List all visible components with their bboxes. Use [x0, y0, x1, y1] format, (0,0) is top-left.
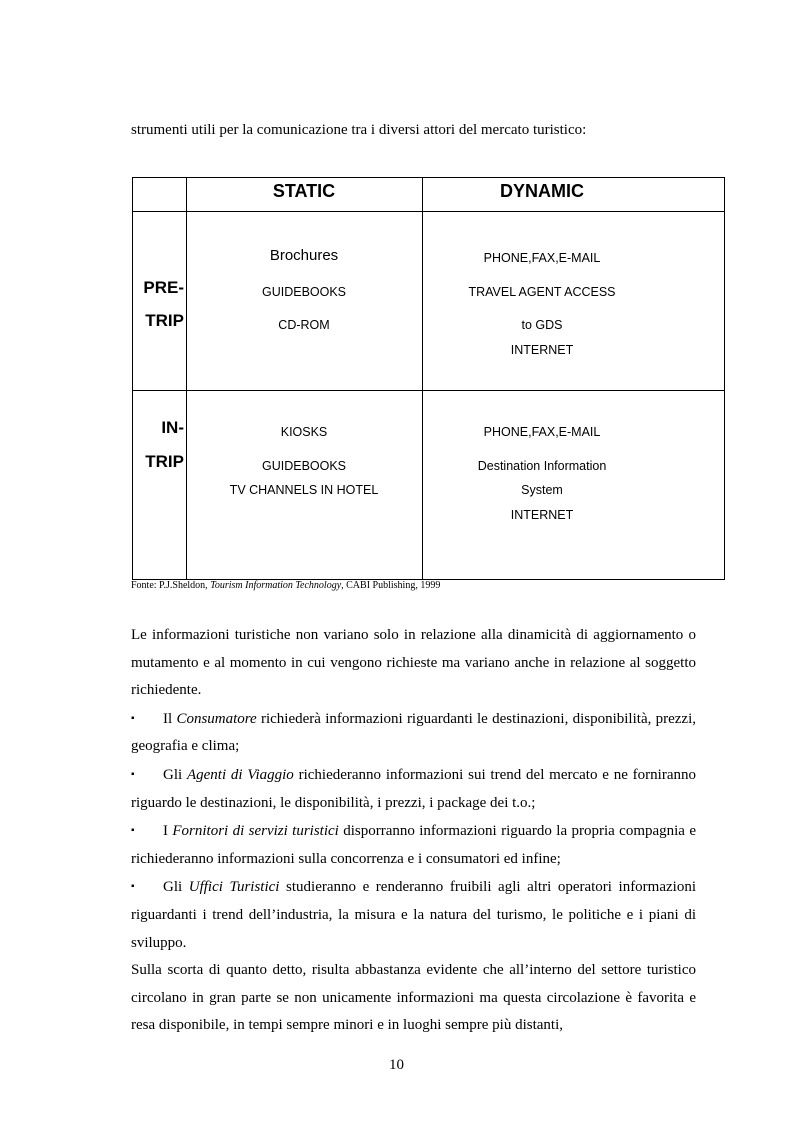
list-item	[131, 817, 696, 873]
source-title: Tourism Information Technology	[210, 580, 342, 591]
intro-sentence: strumenti utili per la comunicazione tra i diversi attori del mercato turistico:	[131, 122, 587, 138]
cell-in-dynamic-phone: PHONE,FAX,E-MAIL	[483, 425, 601, 439]
bullet-icon: ▪	[131, 881, 135, 893]
page-number: 10	[389, 1057, 404, 1073]
header-dynamic: DYNAMIC	[500, 181, 584, 201]
cell-in-static-kiosks: KIOSKS	[280, 425, 328, 439]
source-prefix: Fonte: P.J.Sheldon,	[131, 580, 211, 591]
bullet-pre: I	[163, 823, 173, 840]
cell-pre-static-cdrom: CD-ROM	[278, 318, 330, 332]
row-label-pre-trip-2: TRIP	[145, 311, 184, 330]
table-source-note	[131, 580, 440, 591]
list-item	[131, 761, 696, 817]
bullet-post: studieranno e renderanno fruibili agli altri operatori informazioni riguardanti i trend dell’industria, la misura e la natura del turismo, le politiche e i piani di sviluppo.	[131, 879, 697, 951]
table-divider-header	[132, 211, 725, 212]
cell-in-static-guidebooks: GUIDEBOOKS	[261, 459, 347, 473]
table-divider-static-col	[422, 177, 423, 580]
cell-pre-dynamic-gds: to GDS	[521, 318, 563, 332]
row-label-pre-trip-1: PRE-	[143, 278, 184, 297]
list-item	[131, 705, 696, 761]
paragraph-2: Sulla scorta di quanto detto, risulta abbastanza evidente che all’interno del settore turistico circolano in gran parte se non unicamente informazioni ma questa circolazione è favorita e resa disponibile, in tempi sempre minori e in luoghi sempre più distanti,	[131, 962, 696, 1034]
bullet-post: richiederà informazioni riguardanti le destinazioni, disponibilità, prezzi, geografia e clima;	[131, 710, 696, 755]
cell-in-dynamic-destination: Destination Information	[477, 459, 607, 473]
header-static: STATIC	[272, 181, 336, 201]
bullet-icon: ▪	[131, 712, 135, 724]
bullet-emphasis: Uffici Turistici	[188, 879, 280, 896]
bullet-post: richiederanno informazioni sui trend del mercato e ne forniranno riguardo le destinazioni, le disponibilità, i prezzi, i package dei t.o.;	[131, 766, 696, 811]
bullet-emphasis: Agenti di Viaggio	[186, 766, 294, 783]
cell-pre-static-brochures: Brochures	[269, 247, 339, 264]
paragraph-1: Le informazioni turistiche non variano solo in relazione alla dinamicità di aggiornamento o mutamento e al momento in cui vengono richieste ma variano anche in relazione al soggetto richiedente.	[131, 627, 696, 699]
table-border-left	[132, 177, 133, 580]
body-text	[131, 622, 696, 1040]
bullet-icon: ▪	[131, 768, 135, 780]
cell-pre-dynamic-agent: TRAVEL AGENT ACCESS	[468, 285, 616, 299]
bullet-emphasis: Fornitori di servizi turistici	[172, 823, 339, 840]
row-label-in-trip-2: TRIP	[145, 452, 184, 471]
information-matrix-table	[132, 177, 725, 580]
table-divider-label-col	[186, 177, 187, 580]
cell-pre-dynamic-internet: INTERNET	[510, 343, 574, 357]
bullet-pre: Il	[163, 710, 177, 727]
source-suffix: , CABI Publishing, 1999	[341, 580, 441, 591]
cell-in-dynamic-system: System	[521, 483, 563, 497]
cell-pre-static-guidebooks: GUIDEBOOKS	[261, 285, 347, 299]
cell-in-static-tv: TV CHANNELS IN HOTEL	[229, 483, 379, 497]
bullet-emphasis: Consumatore	[176, 710, 257, 727]
bullet-post: disporranno informazioni riguardo la propria compagnia e richiederanno informazioni sulla concorrenza e i consumatori ed infine;	[131, 823, 696, 867]
bullet-icon: ▪	[131, 825, 135, 837]
bullet-pre: Gli	[163, 879, 189, 896]
cell-pre-dynamic-phone: PHONE,FAX,E-MAIL	[483, 251, 601, 265]
bullet-pre: Gli	[163, 766, 187, 783]
table-divider-rows	[132, 390, 725, 391]
list-item	[131, 873, 696, 957]
table-border-right	[724, 177, 725, 580]
row-label-in-trip-1: IN-	[161, 418, 184, 437]
cell-in-dynamic-internet: INTERNET	[510, 508, 574, 522]
table-border-top	[132, 177, 725, 178]
